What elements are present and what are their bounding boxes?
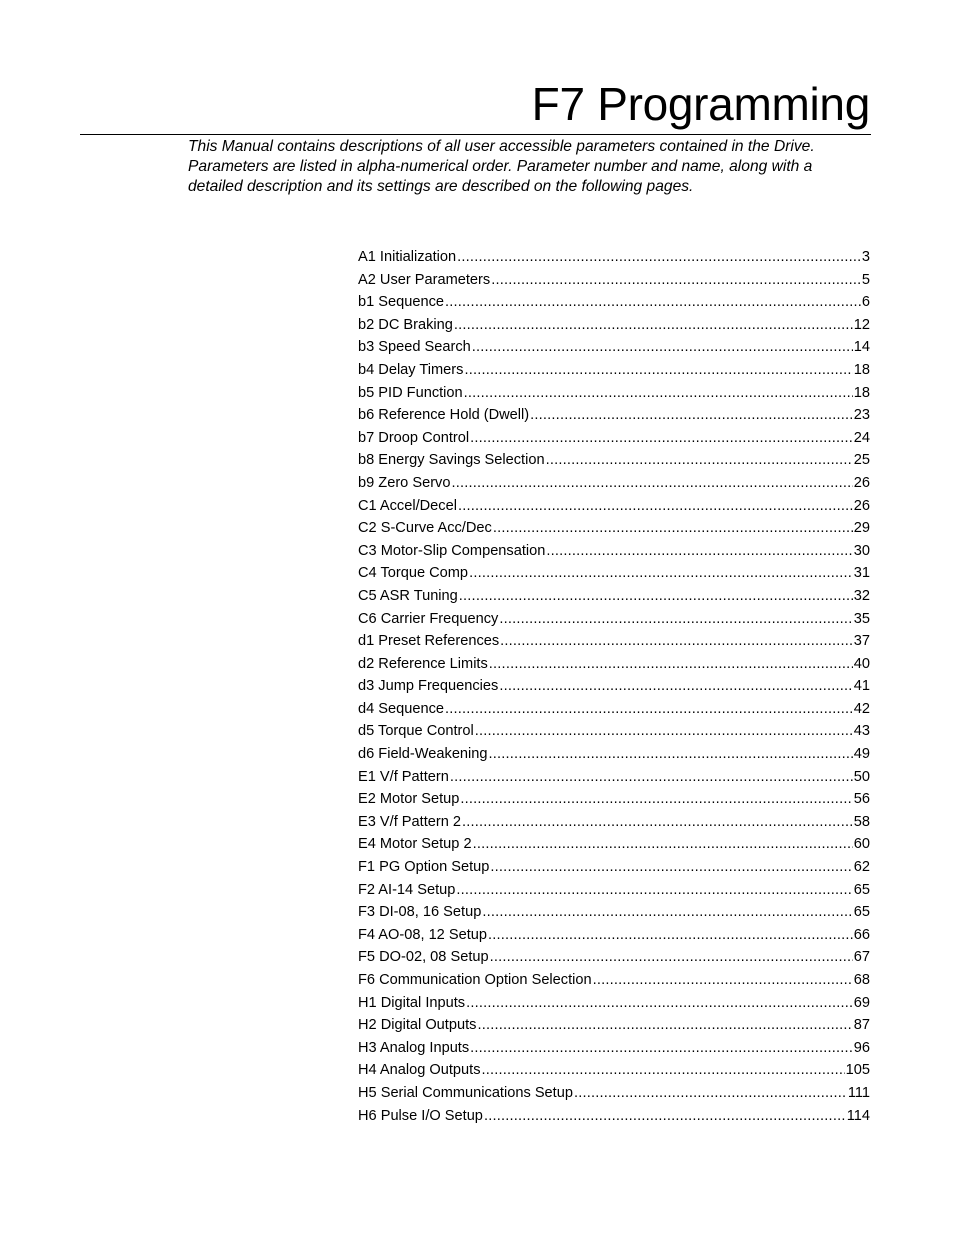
toc-entry-page-number: 31 — [853, 565, 870, 582]
toc-dot-leader — [490, 946, 853, 969]
toc-dot-leader — [493, 517, 853, 540]
toc-entry-page-number: 67 — [853, 949, 870, 966]
toc-entry-page-number: 58 — [853, 813, 870, 830]
toc-entry-page-number: 40 — [853, 655, 870, 672]
toc-dot-leader — [499, 608, 852, 631]
toc-dot-leader — [457, 246, 861, 269]
toc-entry-page-number: 3 — [861, 249, 870, 265]
toc-entry-page-number: 68 — [853, 972, 870, 988]
toc-entry-label: b1 Sequence — [358, 294, 445, 311]
toc-entry-page-number: 18 — [853, 361, 870, 378]
toc-entry[interactable] — [358, 404, 870, 427]
toc-entry-label: d4 Sequence — [358, 700, 445, 717]
toc-dot-leader — [462, 811, 853, 834]
toc-dot-leader — [472, 336, 853, 359]
toc-dot-leader — [490, 856, 852, 879]
toc-entry-label: C1 Accel/Decel — [358, 497, 457, 514]
toc-entry-page-number: 30 — [853, 542, 870, 559]
toc-dot-leader — [458, 495, 853, 518]
toc-entry[interactable] — [358, 630, 870, 653]
toc-entry-label: E2 Motor Setup — [358, 791, 460, 808]
toc-entry-label: C4 Torque Comp — [358, 565, 469, 582]
toc-entry-page-number: 49 — [853, 746, 870, 763]
toc-entry-label: b7 Droop Control — [358, 429, 470, 446]
toc-entry-page-number: 26 — [853, 497, 870, 514]
toc-entry[interactable] — [358, 1059, 870, 1082]
toc-entry[interactable] — [358, 1082, 870, 1105]
toc-dot-leader — [466, 992, 853, 1015]
toc-dot-leader — [499, 675, 852, 698]
toc-entry[interactable] — [358, 675, 870, 698]
toc-entry[interactable] — [358, 269, 870, 292]
toc-dot-leader — [593, 969, 853, 992]
toc-entry-label: F3 DI-08, 16 Setup — [358, 904, 482, 921]
toc-entry-label: C2 S-Curve Acc/Dec — [358, 520, 492, 537]
toc-entry-label: d5 Torque Control — [358, 723, 474, 740]
toc-dot-leader — [454, 314, 853, 337]
toc-entry-page-number: 42 — [853, 700, 870, 717]
toc-entry[interactable] — [358, 833, 870, 856]
toc-entry[interactable] — [358, 856, 870, 879]
toc-entry-page-number: 66 — [853, 926, 870, 943]
toc-dot-leader — [451, 472, 852, 495]
toc-entry[interactable] — [358, 1105, 870, 1128]
toc-entry-page-number: 43 — [853, 723, 870, 740]
toc-entry-label: C5 ASR Tuning — [358, 587, 458, 604]
toc-entry[interactable] — [358, 517, 870, 540]
toc-entry-label: E1 V/f Pattern — [358, 768, 449, 785]
toc-entry-page-number: 24 — [853, 429, 870, 446]
toc-dot-leader — [456, 879, 852, 902]
toc-dot-leader — [484, 1105, 846, 1128]
toc-entry[interactable] — [358, 314, 870, 337]
toc-dot-leader — [445, 698, 853, 721]
toc-entry[interactable] — [358, 1037, 870, 1060]
toc-entry-label: d3 Jump Frequencies — [358, 678, 499, 695]
intro-paragraph — [188, 137, 878, 197]
toc-dot-leader — [473, 833, 853, 856]
toc-entry[interactable] — [358, 359, 870, 382]
toc-entry-page-number: 111 — [847, 1084, 870, 1101]
toc-entry-page-number: 37 — [853, 633, 870, 650]
toc-entry[interactable] — [358, 924, 870, 947]
toc-entry[interactable] — [358, 427, 870, 450]
toc-entry-label: b2 DC Braking — [358, 316, 453, 333]
toc-entry-label: d6 Field-Weakening — [358, 746, 488, 763]
table-of-contents — [358, 246, 870, 1127]
toc-entry[interactable] — [358, 720, 870, 743]
toc-dot-leader — [489, 743, 853, 766]
toc-dot-leader — [500, 630, 853, 653]
toc-dot-leader — [546, 540, 852, 563]
toc-entry[interactable] — [358, 246, 870, 269]
toc-dot-leader — [482, 901, 852, 924]
toc-entry-page-number: 18 — [853, 384, 870, 401]
toc-entry-page-number: 69 — [853, 994, 870, 1011]
toc-entry-label: H3 Analog Inputs — [358, 1039, 470, 1056]
toc-entry-page-number: 105 — [845, 1062, 870, 1079]
toc-entry[interactable] — [358, 382, 870, 405]
toc-entry[interactable] — [358, 992, 870, 1015]
toc-entry-label: H4 Analog Outputs — [358, 1062, 481, 1079]
toc-dot-leader — [445, 291, 861, 314]
toc-dot-leader — [477, 1014, 852, 1037]
intro-line: Parameters are listed in alpha-numerical order. Parameter number and name, along with a — [188, 158, 813, 175]
toc-entry[interactable] — [358, 811, 870, 834]
toc-entry-label: E3 V/f Pattern 2 — [358, 813, 462, 830]
toc-entry[interactable] — [358, 608, 870, 631]
toc-entry[interactable] — [358, 472, 870, 495]
toc-dot-leader — [470, 1037, 853, 1060]
toc-entry-label: C3 Motor-Slip Compensation — [358, 542, 546, 559]
toc-entry[interactable] — [358, 653, 870, 676]
toc-entry-label: b4 Delay Timers — [358, 361, 464, 378]
toc-dot-leader — [546, 449, 853, 472]
toc-entry[interactable] — [358, 449, 870, 472]
toc-entry[interactable] — [358, 879, 870, 902]
toc-entry-page-number: 6 — [861, 294, 870, 311]
toc-dot-leader — [482, 1059, 845, 1082]
toc-dot-leader — [470, 427, 853, 450]
toc-dot-leader — [460, 788, 852, 811]
toc-entry[interactable] — [358, 562, 870, 585]
toc-entry[interactable] — [358, 901, 870, 924]
toc-entry-page-number: 23 — [853, 407, 870, 424]
intro-line: detailed description and its settings are described on the following pages. — [188, 178, 694, 195]
toc-entry-page-number: 41 — [853, 678, 870, 695]
toc-dot-leader — [464, 382, 853, 405]
toc-entry[interactable] — [358, 743, 870, 766]
toc-entry-page-number: 12 — [853, 316, 870, 333]
toc-dot-leader — [459, 585, 853, 608]
toc-entry-label: H2 Digital Outputs — [358, 1017, 477, 1034]
toc-entry[interactable] — [358, 1014, 870, 1037]
toc-entry-page-number: 29 — [853, 520, 870, 537]
toc-entry-label: A2 User Parameters — [358, 271, 491, 288]
toc-dot-leader — [491, 269, 861, 292]
toc-entry-page-number: 50 — [853, 768, 870, 785]
toc-entry[interactable] — [358, 291, 870, 314]
toc-entry-page-number: 14 — [853, 339, 870, 356]
toc-entry[interactable] — [358, 495, 870, 518]
toc-entry[interactable] — [358, 969, 870, 992]
toc-entry-page-number: 87 — [853, 1017, 870, 1034]
toc-entry[interactable] — [358, 946, 870, 969]
toc-entry-page-number: 35 — [853, 610, 870, 627]
toc-entry-page-number: 62 — [853, 859, 870, 876]
title-rule — [80, 134, 871, 135]
toc-dot-leader — [450, 766, 853, 789]
toc-entry-label: F6 Communication Option Selection — [358, 972, 592, 988]
toc-entry-label: b8 Energy Savings Selection — [358, 452, 545, 469]
toc-entry-page-number: 25 — [853, 452, 870, 469]
toc-entry-page-number: 96 — [853, 1039, 870, 1056]
toc-entry[interactable] — [358, 766, 870, 789]
toc-dot-leader — [489, 653, 853, 676]
toc-entry[interactable] — [358, 585, 870, 608]
toc-dot-leader — [469, 562, 853, 585]
toc-entry-page-number: 5 — [861, 271, 870, 288]
toc-entry-label: H6 Pulse I/O Setup — [358, 1107, 483, 1124]
toc-entry-page-number: 32 — [853, 587, 870, 604]
toc-dot-leader — [574, 1082, 847, 1105]
toc-entry-label: F4 AO-08, 12 Setup — [358, 926, 487, 943]
toc-entry[interactable] — [358, 540, 870, 563]
toc-entry-label: F2 AI-14 Setup — [358, 881, 456, 898]
toc-entry-page-number: 114 — [846, 1107, 870, 1124]
toc-dot-leader — [530, 404, 853, 427]
toc-entry-label: H1 Digital Inputs — [358, 994, 466, 1011]
toc-entry-label: H5 Serial Communications Setup — [358, 1084, 573, 1101]
toc-entry-page-number: 56 — [853, 791, 870, 808]
toc-entry-page-number: 60 — [853, 836, 870, 853]
toc-entry-label: d1 Preset References — [358, 633, 500, 650]
toc-entry[interactable] — [358, 788, 870, 811]
toc-entry-label: A1 Initialization — [358, 249, 457, 265]
intro-line: This Manual contains descriptions of all user accessible parameters contained in the Drive. — [188, 138, 815, 155]
toc-entry-label: C6 Carrier Frequency — [358, 610, 499, 627]
toc-entry-page-number: 65 — [853, 881, 870, 898]
toc-entry-label: F1 PG Option Setup — [358, 859, 490, 876]
toc-entry-label: b5 PID Function — [358, 384, 463, 401]
toc-entry[interactable] — [358, 698, 870, 721]
toc-entry-label: b6 Reference Hold (Dwell) — [358, 407, 530, 424]
toc-entry-page-number: 65 — [853, 904, 870, 921]
toc-entry[interactable] — [358, 336, 870, 359]
toc-dot-leader — [475, 720, 853, 743]
toc-entry-label: F5 DO-02, 08 Setup — [358, 949, 489, 966]
toc-entry-label: b9 Zero Servo — [358, 474, 451, 491]
toc-entry-page-number: 26 — [853, 474, 870, 491]
toc-entry-label: E4 Motor Setup 2 — [358, 836, 472, 853]
page-title: F7 Programming — [531, 78, 870, 130]
toc-entry-label: d2 Reference Limits — [358, 655, 488, 672]
toc-dot-leader — [488, 924, 853, 947]
toc-entry-label: b3 Speed Search — [358, 339, 471, 356]
toc-dot-leader — [464, 359, 852, 382]
